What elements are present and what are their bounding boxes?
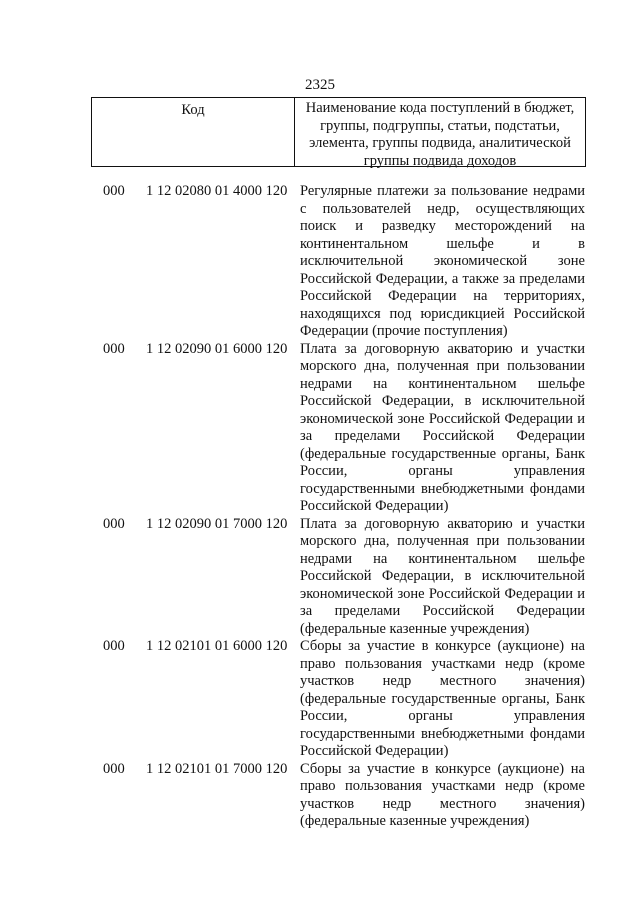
header-table: [91, 97, 586, 167]
row-code: 1 12 02090 01 7000 120: [146, 515, 288, 532]
row-description: Регулярные платежи за пользование недрами с пользователей недр, осуществляющих поиск и разведку месторождений на континентальном шельфе и в исключительной экономической зоне Российской Федерации, а также за пределами Российской Федерации на территориях, находящихся под юрисдикцией Российской Федерации (прочие поступления): [300, 183, 585, 339]
table-row: [0, 341, 640, 516]
row-code: 1 12 02080 01 4000 120: [146, 183, 288, 199]
row-prefix: 000: [103, 515, 125, 532]
row-prefix: 000: [103, 340, 125, 357]
row-description: Сборы за участие в конкурсе (аукционе) на право пользования участками недр (кроме участков недр местного значения) (федеральные казенные учреждения): [300, 760, 585, 829]
code-list: [0, 183, 640, 831]
header-name-label: Наименование кода поступлений в бюджет, группы, подгруппы, статьи, подстатьи, элемента, группы подвида, аналитической группы подвида доходов: [305, 100, 575, 169]
row-description: Сборы за участие в конкурсе (аукционе) на право пользования участками недр (кроме участков недр местного значения) (федеральные государственные органы, Банк России, органы управления государственными внебюджетными фондами Российской Федерации): [300, 638, 585, 759]
row-prefix: 000: [103, 638, 125, 654]
table-row: [0, 638, 640, 761]
row-prefix: 000: [103, 760, 125, 777]
header-code-label: Код: [92, 98, 295, 166]
table-row: [0, 761, 640, 831]
row-code: 1 12 02090 01 6000 120: [146, 340, 288, 357]
row-code: 1 12 02101 01 7000 120: [146, 760, 288, 777]
row-prefix: 000: [103, 183, 125, 199]
page-number: 2325: [305, 77, 335, 93]
row-description: Плата за договорную акваторию и участки морского дна, полученная при пользовании недрами на континентальном шельфе Российской Федерации, в исключительной экономической зоне Российской Федерации и за пределами Российской Федерации (федеральные государственные органы, Банк России, органы управления государственными внебюджетными фондами Российской Федерации): [300, 340, 585, 514]
row-code: 1 12 02101 01 6000 120: [146, 638, 288, 654]
table-row: [0, 516, 640, 639]
table-row: [0, 183, 640, 341]
row-description: Плата за договорную акваторию и участки морского дна, полученная при пользовании недрами на континентальном шельфе Российской Федерации, в исключительной экономической зоне Российской Федерации и за пределами Российской Федерации (федеральные казенные учреждения): [300, 515, 585, 637]
